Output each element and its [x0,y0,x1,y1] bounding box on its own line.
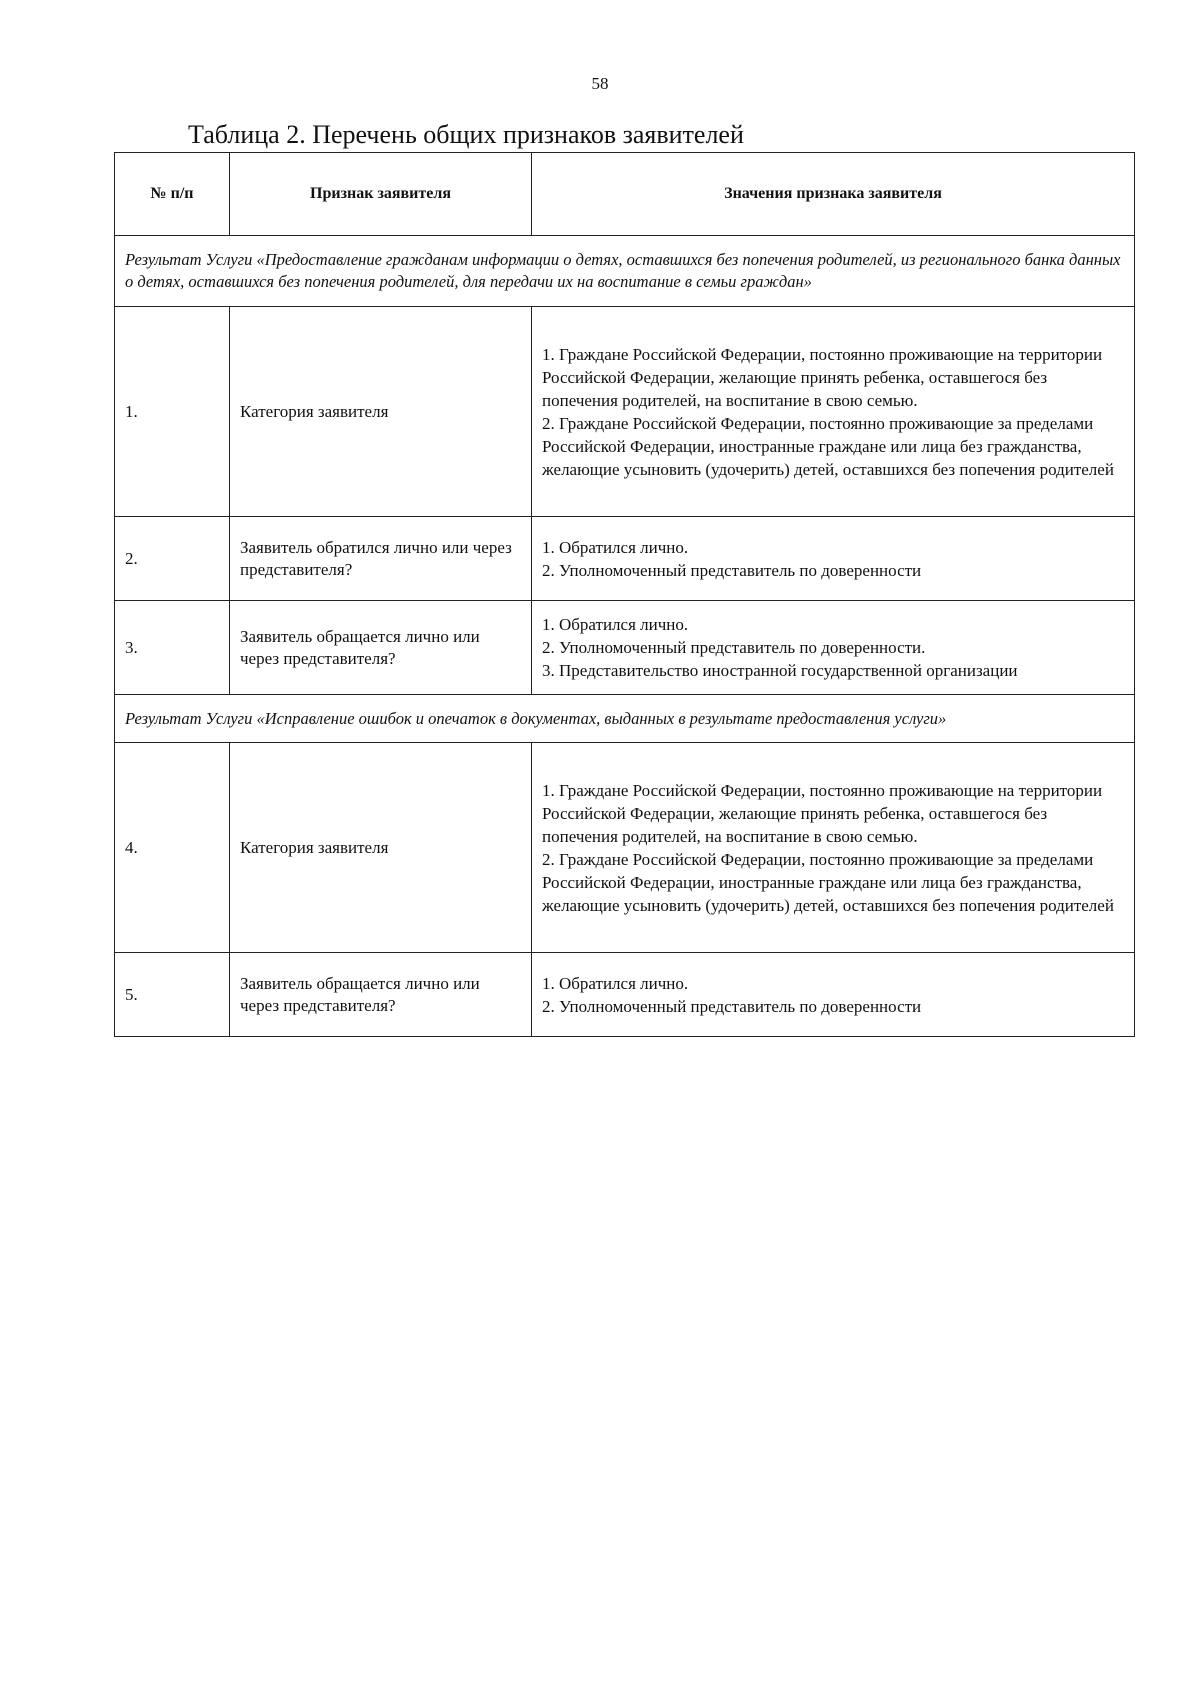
header-values: Значения признака заявителя [532,153,1135,236]
value-item: 1. Граждане Российской Федерации, постоянно проживающие на территории Российской Федерации, желающие принять ребенка, оставшегося без попечения родителей, на воспитание в свою семью. [542,344,1103,410]
header-attribute: Признак заявителя [230,153,532,236]
row-values [532,743,1135,953]
table-header-row [115,153,1135,236]
value-item: 2. Уполномоченный представитель по доверенности. [542,638,926,657]
table-row [115,307,1135,517]
row-values [532,953,1135,1037]
value-item: 2. Уполномоченный представитель по доверенности [542,996,922,1016]
table-title: Таблица 2. Перечень общих признаков заявителей [188,120,744,149]
value-item: 2. Граждане Российской Федерации, постоянно проживающие за пределами Российской Федерации, иностранные граждане или лица без гражданства, желающие усыновить (удочерить) детей, оставшихся без попечения родителей [542,849,1114,915]
value-item: 2. Уполномоченный представитель по доверенности [542,560,922,580]
value-item: 1. Граждане Российской Федерации, постоянно проживающие на территории Российской Федерации, желающие принять ребенка, оставшегося без попечения родителей, на воспитание в свою семью. [542,780,1103,846]
value-item: 1. Обратился лично. [542,973,689,993]
row-attribute: Категория заявителя [230,307,532,517]
row-num: 2. [115,517,230,601]
table-row [115,743,1135,953]
row-attribute: Заявитель обращается лично или через представителя? [230,953,532,1037]
row-num: 4. [115,743,230,953]
section-row [115,695,1135,743]
row-num: 1. [115,307,230,517]
applicant-attributes-table [114,152,1135,1037]
value-item: 3. Представительство иностранной государственной организации [542,661,1018,680]
value-item: 1. Обратился лично. [542,615,689,634]
table-row [115,517,1135,601]
row-num: 5. [115,953,230,1037]
row-values [532,307,1135,517]
page-number: 58 [591,74,609,93]
row-attribute: Категория заявителя [230,743,532,953]
table-row [115,953,1135,1037]
table-row [115,601,1135,695]
row-values [532,601,1135,695]
value-item: 1. Обратился лично. [542,537,689,557]
row-attribute: Заявитель обратился лично или через представителя? [230,517,532,601]
section-result-label: Результат Услуги «Исправление ошибок и опечаток в документах, выданных в результате предоставления услуги» [115,695,1135,743]
row-num: 3. [115,601,230,695]
value-item: 2. Граждане Российской Федерации, постоянно проживающие за пределами Российской Федерации, иностранные граждане или лица без гражданства, желающие усыновить (удочерить) детей, оставшихся без попечения родителей [542,413,1114,479]
row-attribute: Заявитель обращается лично или через представителя? [230,601,532,695]
section-result-label: Результат Услуги «Предоставление гражданам информации о детях, оставшихся без попечения родителей, из регионального банка данных о детях, оставшихся без попечения родителей, для передачи их на воспитание в семьи граждан» [115,236,1135,307]
row-values [532,517,1135,601]
section-row [115,236,1135,307]
header-num: № п/п [115,153,230,236]
